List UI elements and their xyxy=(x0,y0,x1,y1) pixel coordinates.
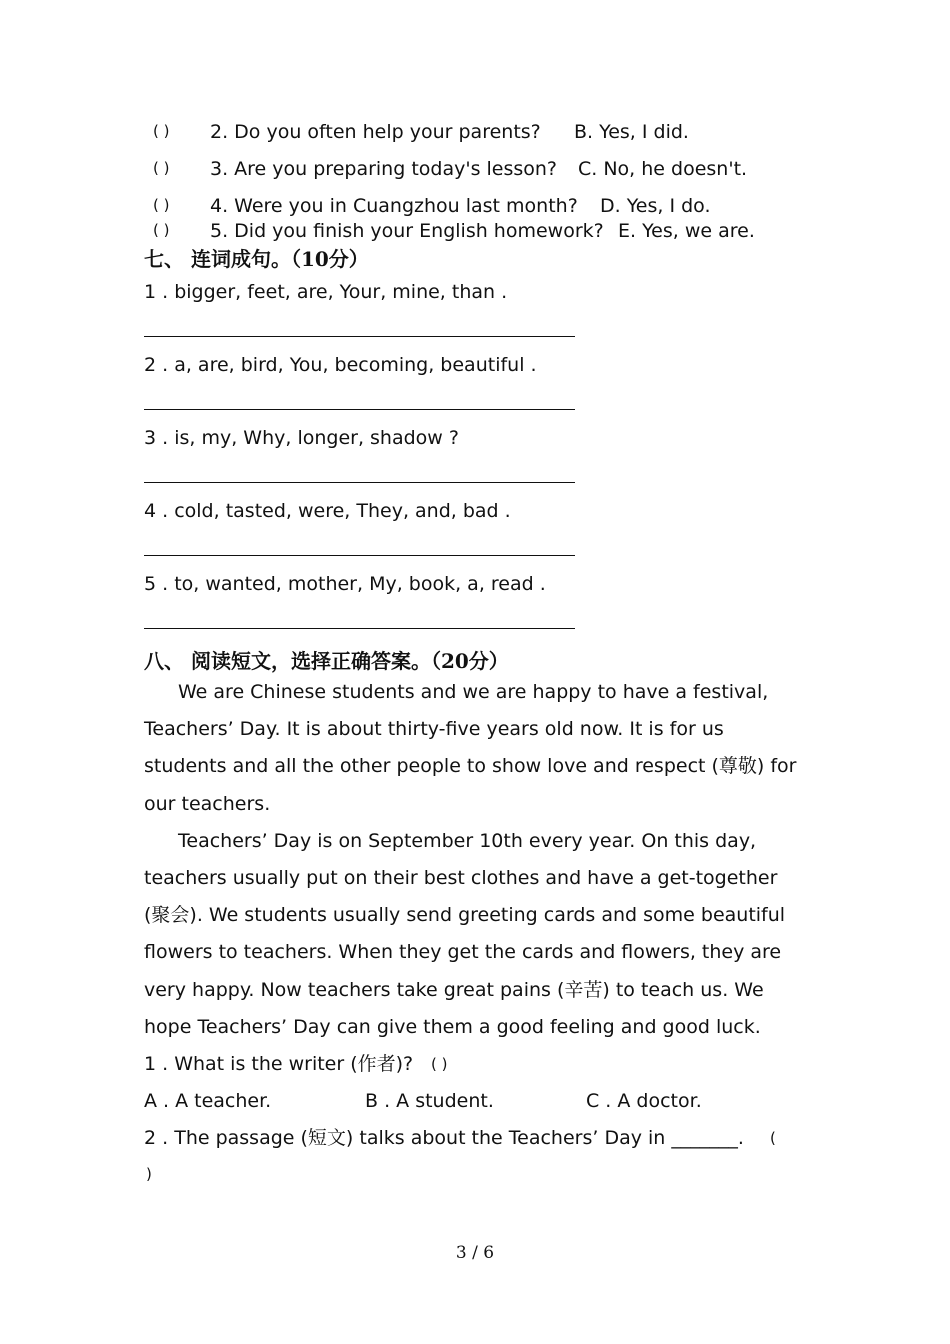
answer-bracket: ( ) xyxy=(153,221,170,239)
option-a: A . A teacher. xyxy=(144,1090,272,1112)
sentence-item: 5 . to, wanted, mother, My, book, a, read . xyxy=(144,573,546,595)
answer-bracket-close: ) xyxy=(146,1165,152,1183)
matching-answer: E. Yes, we are. xyxy=(618,220,755,242)
matching-question: 2. Do you often help your parents? xyxy=(210,121,541,143)
answer-bracket: ( ) xyxy=(431,1055,448,1073)
answer-line xyxy=(144,409,575,410)
sentence-item: 1 . bigger, feet, are, Your, mine, than . xyxy=(144,281,508,303)
matching-answer: C. No, he doesn't. xyxy=(578,158,748,180)
answer-bracket: ( ) xyxy=(153,159,170,177)
section-7-heading: 七、 连词成句。（10分） xyxy=(144,247,369,271)
option-c: C . A doctor. xyxy=(586,1090,702,1112)
answer-line xyxy=(144,336,575,337)
matching-answer: D. Yes, I do. xyxy=(600,195,711,217)
answer-bracket-open: ( xyxy=(770,1129,776,1147)
answer-line xyxy=(144,628,575,629)
matching-question: 5. Did you finish your English homework? xyxy=(210,220,604,242)
answer-line xyxy=(144,555,575,556)
sentence-item: 2 . a, are, bird, You, becoming, beautiful . xyxy=(144,354,537,376)
answer-bracket: ( ) xyxy=(153,196,170,214)
answer-bracket: ( ) xyxy=(153,122,170,140)
reading-passage xyxy=(144,674,808,1046)
page-number: 3 / 6 xyxy=(455,1243,495,1263)
matching-answer: B. Yes, I did. xyxy=(574,121,689,143)
option-b: B . A student. xyxy=(365,1090,494,1112)
answer-line xyxy=(144,482,575,483)
question-2: 2 . The passage (短文) talks about the Teachers’ Day in _______. xyxy=(144,1127,744,1149)
passage-paragraph: We are Chinese students and we are happy to have a festival, Teachers’ Day. It is about thirty-five years old now. It is for us students and all the other people to show love and respect (尊敬) for our teachers. xyxy=(144,681,797,815)
matching-question: 4. Were you in Cuangzhou last month? xyxy=(210,195,578,217)
question-1: 1 . What is the writer (作者)? xyxy=(144,1053,414,1075)
sentence-item: 3 . is, my, Why, longer, shadow ? xyxy=(144,427,459,449)
passage-paragraph: Teachers’ Day is on September 10th every year. On this day, teachers usually put on their best clothes and have a get-together (聚会). We students usually send greeting cards and some beautiful flowers to teachers. When they get the cards and flowers, they are very happy. Now teachers take great pains (辛苦) to teach us. We hope Teachers’ Day can give them a good feeling and good luck. xyxy=(144,829,786,1038)
matching-question: 3. Are you preparing today's lesson? xyxy=(210,158,558,180)
sentence-item: 4 . cold, tasted, were, They, and, bad . xyxy=(144,500,511,522)
section-8-heading: 八、 阅读短文，选择正确答案。（20分） xyxy=(144,649,509,673)
